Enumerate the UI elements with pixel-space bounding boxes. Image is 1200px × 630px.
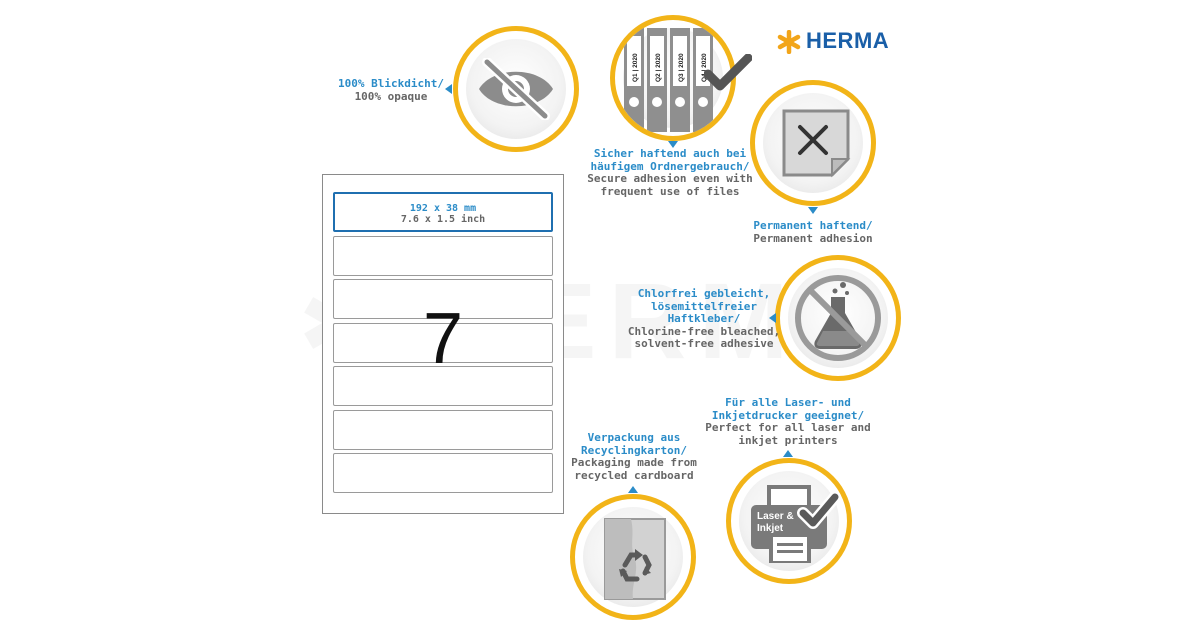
- spine-label-q1: Q1 | 2020: [632, 53, 639, 82]
- pointer-packaging: [628, 486, 638, 493]
- printers-caption: Für alle Laser- und Inkjetdrucker geeignet/ Perfect for all laser and inkjet printers: [705, 396, 871, 447]
- label-sheet: [322, 174, 564, 514]
- packaging-caption: Verpackung aus Recyclingkarton/ Packaging made from recycled cardboard: [571, 431, 697, 482]
- label-2: [333, 236, 553, 276]
- printer-label-laser: Laser &: [757, 511, 794, 522]
- label-6: [333, 410, 553, 450]
- spine-label-q4: Q4 | 2020: [701, 53, 708, 82]
- eye-crossed-icon: [475, 58, 557, 120]
- printers-feature-circle: [726, 458, 852, 584]
- herma-star-icon: [777, 30, 801, 54]
- no-chemicals-icon: [791, 271, 885, 365]
- printer-label-inkjet: Inkjet: [757, 523, 784, 534]
- opaque-caption: 100% Blickdicht/ 100% opaque: [338, 77, 444, 103]
- permanent-caption: Permanent haftend/ Permanent adhesion: [753, 219, 873, 245]
- recycling-package-icon: [601, 515, 671, 603]
- spine-label-q3: Q3 | 2020: [678, 53, 685, 82]
- permanent-feature-circle: [750, 80, 876, 206]
- herma-logo: HERMA: [806, 28, 890, 53]
- pointer-opaque: [445, 84, 452, 94]
- printer-icon: [745, 483, 841, 565]
- packaging-feature-circle: [570, 494, 696, 620]
- label-1: [333, 192, 553, 232]
- label-7: [333, 453, 553, 493]
- dimensions-mm: 192 x 38 mm: [409, 203, 477, 214]
- spine-label-q2: Q2 | 2020: [655, 53, 662, 82]
- chlorine-caption: Chlorfrei gebleicht, lösemittelfreier Haftkleber/ Chlorine-free bleached, solvent-free adhesive: [627, 287, 781, 350]
- permanent-label-icon: [780, 107, 852, 179]
- pointer-printers: [783, 450, 793, 457]
- pointer-chlorine: [769, 313, 776, 323]
- opaque-feature-circle: [453, 26, 579, 152]
- label-count: 7: [423, 299, 464, 379]
- pointer-permanent: [808, 207, 818, 214]
- dimensions-inch: 7.6 x 1.5 inch: [400, 214, 486, 225]
- checkmark-icon: [704, 54, 752, 94]
- folders-caption: Sicher haftend auch bei häufigem Ordnergebrauch/ Secure adhesion even with frequent use of files: [587, 147, 753, 198]
- chlorine-feature-circle: [775, 255, 901, 381]
